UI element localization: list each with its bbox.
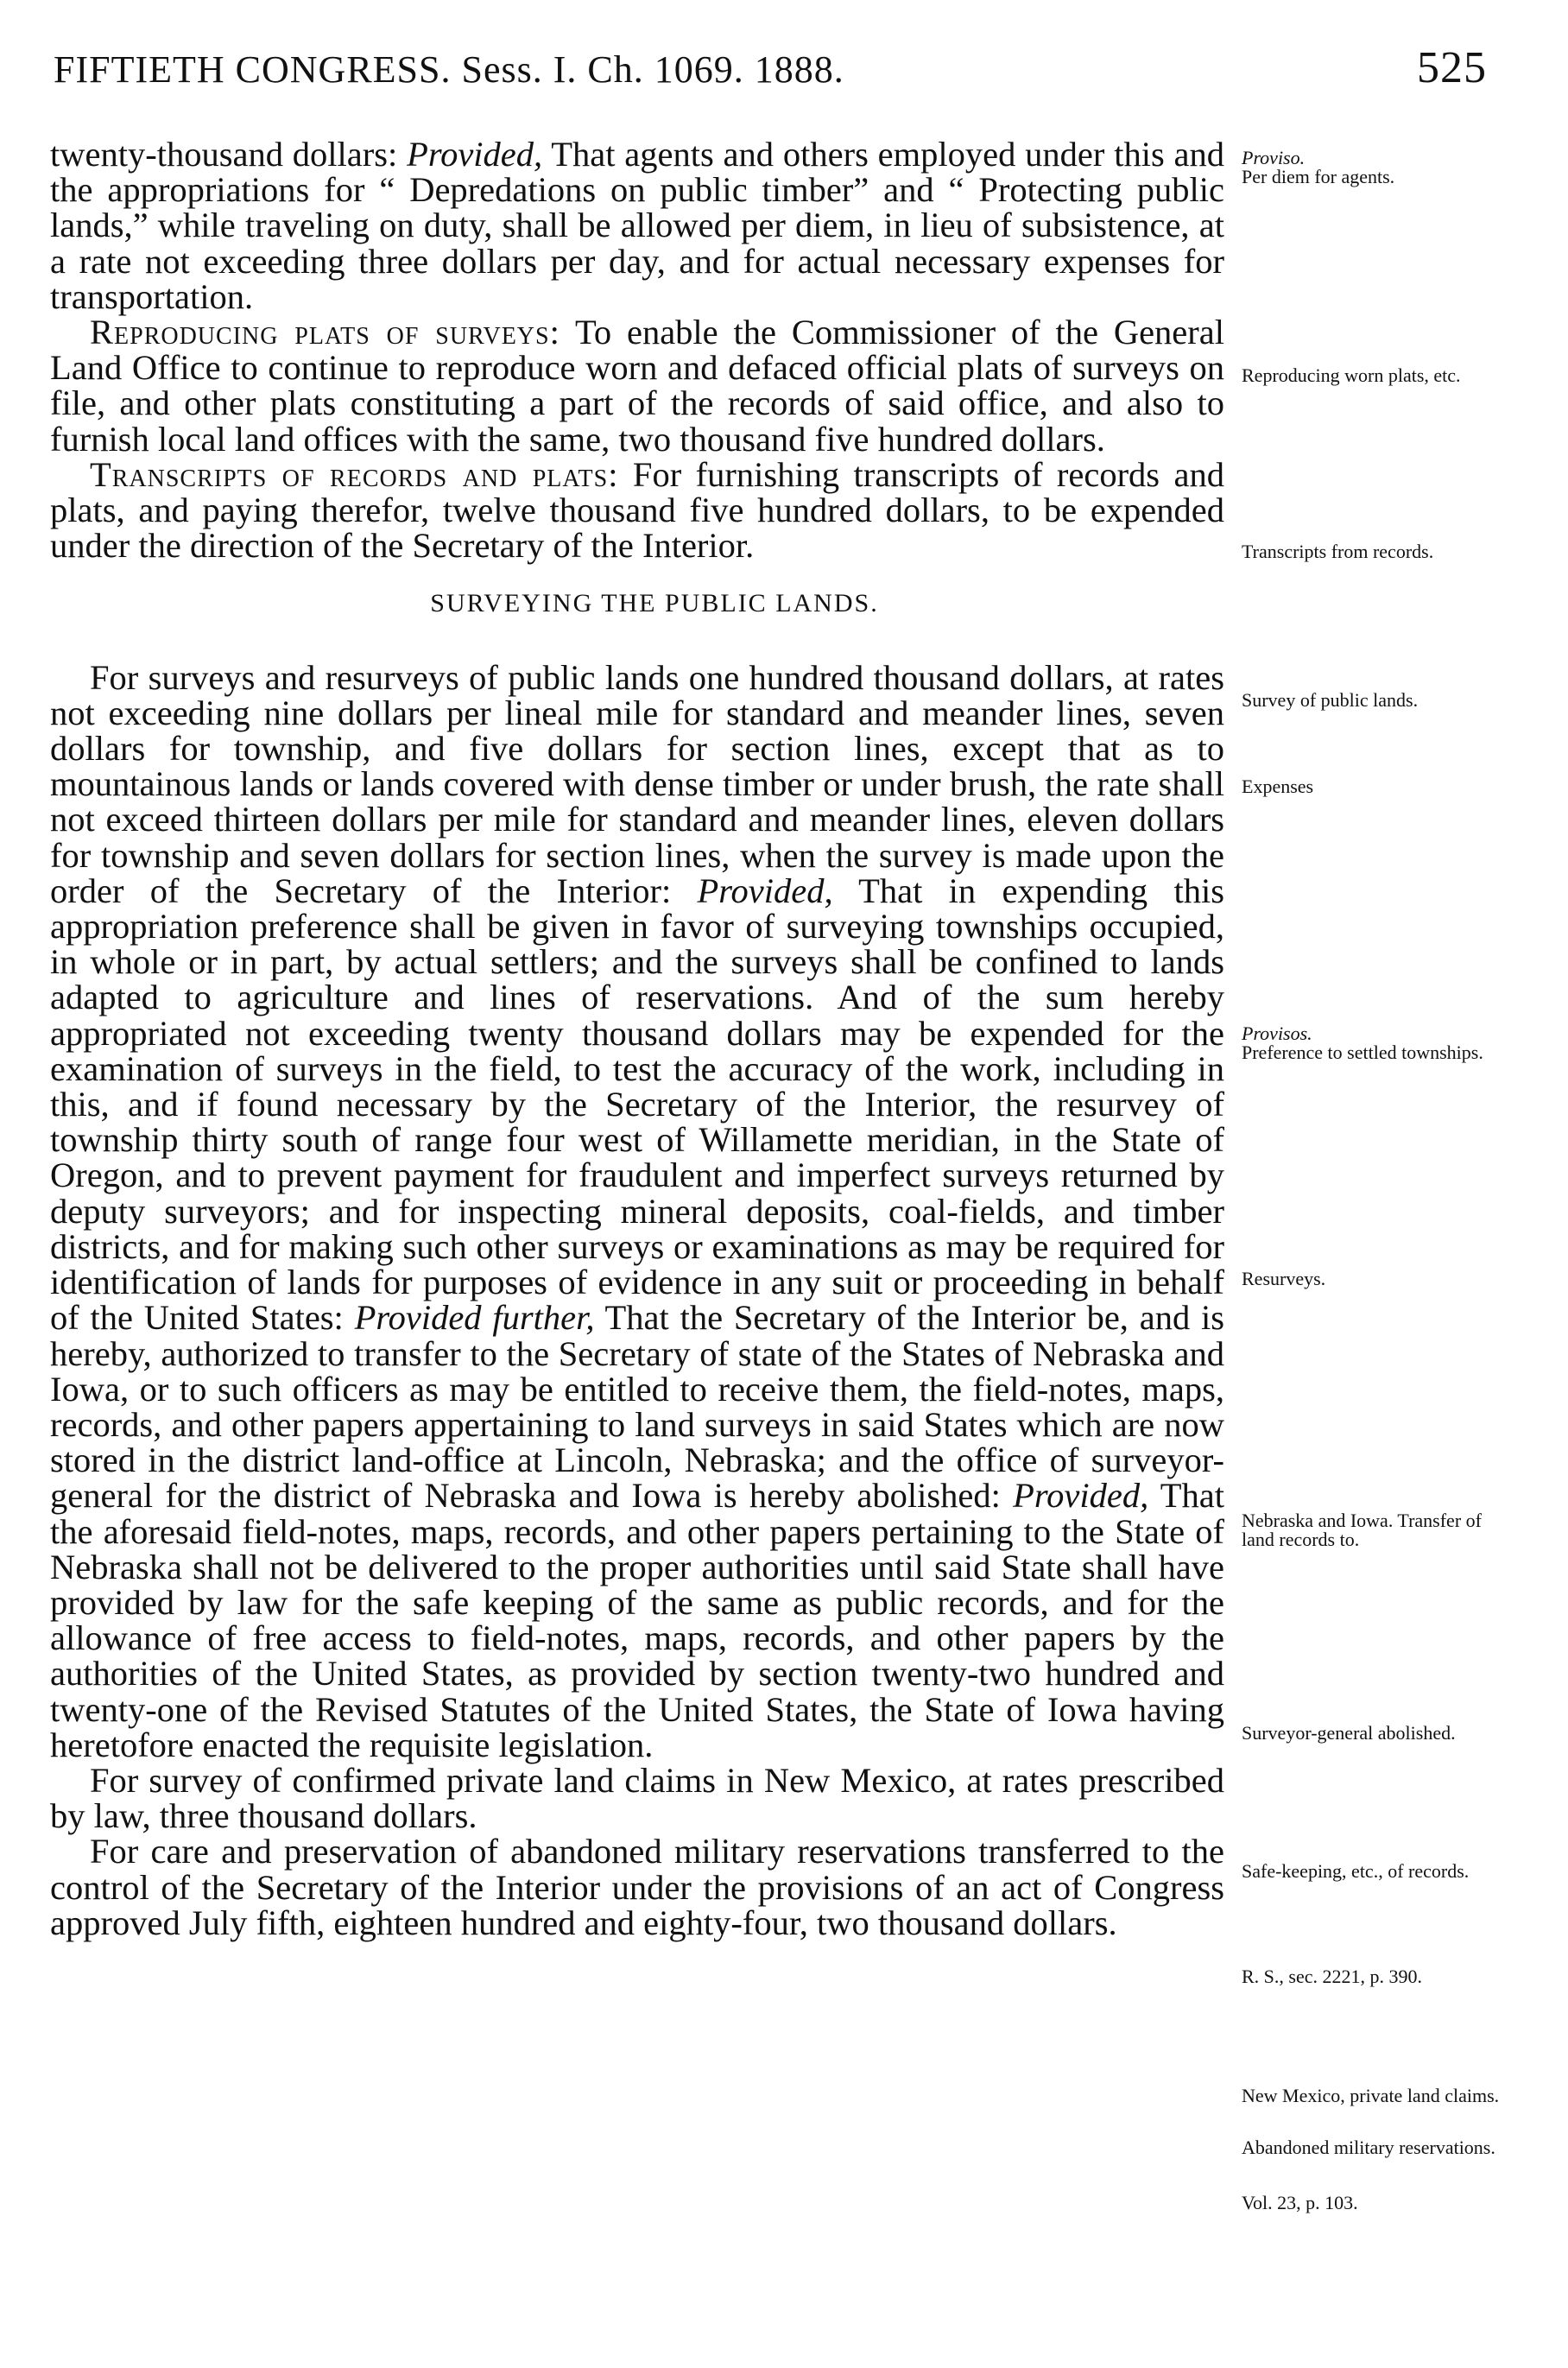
proviso-word: Provided, [407,135,543,174]
proviso-word: Provided, [1013,1476,1149,1516]
margin-note-proviso [1242,149,1501,187]
margin-note-resurveys: Resurveys. [1242,1268,1326,1289]
text-span: For furnishing transcripts of records and plats, and paying therefor, twelve thousand five hundred dollars, to be expended under the direction of the Secretary of the Interior. [50,454,1224,566]
text-span: That agents and others employed under this and the appropriations for “ Depredations on public timber” and “ Protecting public lands,” while traveling on duty, shall be allowed per diem, in lieu of subsistence, at a rate not exceeding three dollars per day, and for actual necessary expenses for transportation. [50,135,1225,316]
margin-note-safe-keeping: Safe-keeping, etc., of records. [1242,1860,1470,1882]
margin-note-new-mexico: New Mexico, private land claims. [1242,2085,1500,2106]
margin-note-transcripts: Transcripts from records. [1242,541,1434,562]
margin-note-text: Preference to settled townships. [1242,1042,1483,1063]
paragraph-heading: Transcripts of records and plats: [90,454,619,494]
margin-note-rs-reference: R. S., sec. 2221, p. 390. [1242,1966,1422,1987]
paragraph-per-diem [50,136,1224,314]
paragraph-reproducing-plats [50,314,1224,457]
margin-note-survey-public-lands: Survey of public lands. [1242,689,1419,711]
page-header [54,43,1487,108]
margin-note-surveyor-general: Surveyor-general abolished. [1242,1722,1456,1744]
text-span: That in expending this appropriation preference shall be given in favor of surveying townships occupied, in whole or in part, by actual settlers; and the surveys shall be confined to lands adapted to agriculture and lines of reservations. And of the sum hereby appropriated not exceeding twenty thousand dollars may be expended for the examination of surveys in the field, to test the accuracy of the work, including in this, and if found necessary by the Secretary of the Interior, the resurvey of township thirty south of range four west of Willamette meridian, in the State of Oregon, and to prevent payment for fraudulent and imperfect surveys returned by deputy surveyors; and for inspecting mineral deposits, coal-fields, and timber districts, and for making such other surveys or examinations as may be required for identification of lands for purposes of evidence in any suit or proceeding in behalf of the United States: [50,871,1224,1338]
proviso-word: Provided, [697,871,833,910]
margin-note-text: Per diem for agents. [1242,166,1395,187]
margin-note-text: Proviso. [1242,147,1306,168]
running-head: FIFTIETH CONGRESS. Sess. I. Ch. 1069. 1888. [54,48,844,91]
page-number: 525 [1417,43,1487,92]
text-span: For surveys and resurveys of public lands one hundred thousand dollars, at rates not exceeding nine dollars per lineal mile for standard and meander lines, seven dollars for township, and five dollars for section lines, except that as to mountainous lands or lands covered with dense timber or under brush, the rate shall not exceed thirteen dollars per mile for standard and meander lines, eleven dollars for township and seven dollars for section lines, when the survey is made upon the order of the Secretary of the Interior: [50,657,1224,910]
proviso-word: Provided further, [354,1298,595,1338]
text-span: That the Secretary of the Interior be, and is hereby, authorized to transfer to the Secretary of state of the States of Nebraska and Iowa, or to such officers as may be entitled to receive them, the field-notes, maps, records, and other papers appertaining to land surveys in said States which are now stored in the district land-office at Lincoln, Nebraska; and the office of surveyor-general for the district of Nebraska and Iowa is hereby abolished: [50,1298,1224,1516]
margin-note-reproducing: Reproducing worn plats, etc. [1242,364,1461,386]
paragraph-abandoned-reservations: For care and preservation of abandoned military reservations transferred to the control of the Secretary of the Interior under the provisions of an act of Congress approved July fifth, eighteen hundred and eighty-four, two thousand dollars. [50,1832,1224,1942]
margin-note-nebraska-iowa: Nebraska and Iowa. Transfer of land records to. [1242,1510,1482,1550]
main-text [50,136,1224,1941]
text-span: That the aforesaid field-notes, maps, records, and other papers pertaining to the State of Nebraska shall not be delivered to the proper authorities until said State shall have provided by law for the safe keeping of the same as public records, and for the allowance of free access to field-notes, maps, records, and other papers by the authorities of the United States, as provided by section twenty-two hundred and twenty-one of the Revised Statutes of the United States, the State of Iowa having heretofore enacted the requisite legislation. [50,1476,1224,1764]
text-span: To enable the Commissioner of the General Land Office to continue to reproduce worn and defaced official plats of surveys on file, and other plats constituting a part of the records of said office, and also to furnish local land offices with the same, two thousand five hundred dollars. [50,313,1224,459]
margin-note-provisos [1242,1024,1501,1062]
margin-note-expenses: Expenses [1242,776,1314,797]
paragraph-transcripts [50,454,1224,566]
paragraph-surveys [50,657,1224,1764]
margin-note-vol-reference: Vol. 23, p. 103. [1242,2192,1358,2213]
paragraph-heading: Reproducing plats of surveys: [90,313,560,352]
text-span: twenty-thousand dollars: [50,135,408,174]
margin-note-abandoned: Abandoned military reservations. [1242,2137,1495,2158]
paragraph-new-mexico: For survey of confirmed private land claims in New Mexico, at rates prescribed by law, three thousand dollars. [50,1760,1224,1836]
margin-note-text: Provisos. [1242,1023,1312,1044]
section-heading: SURVEYING THE PUBLIC LANDS. [430,589,879,618]
